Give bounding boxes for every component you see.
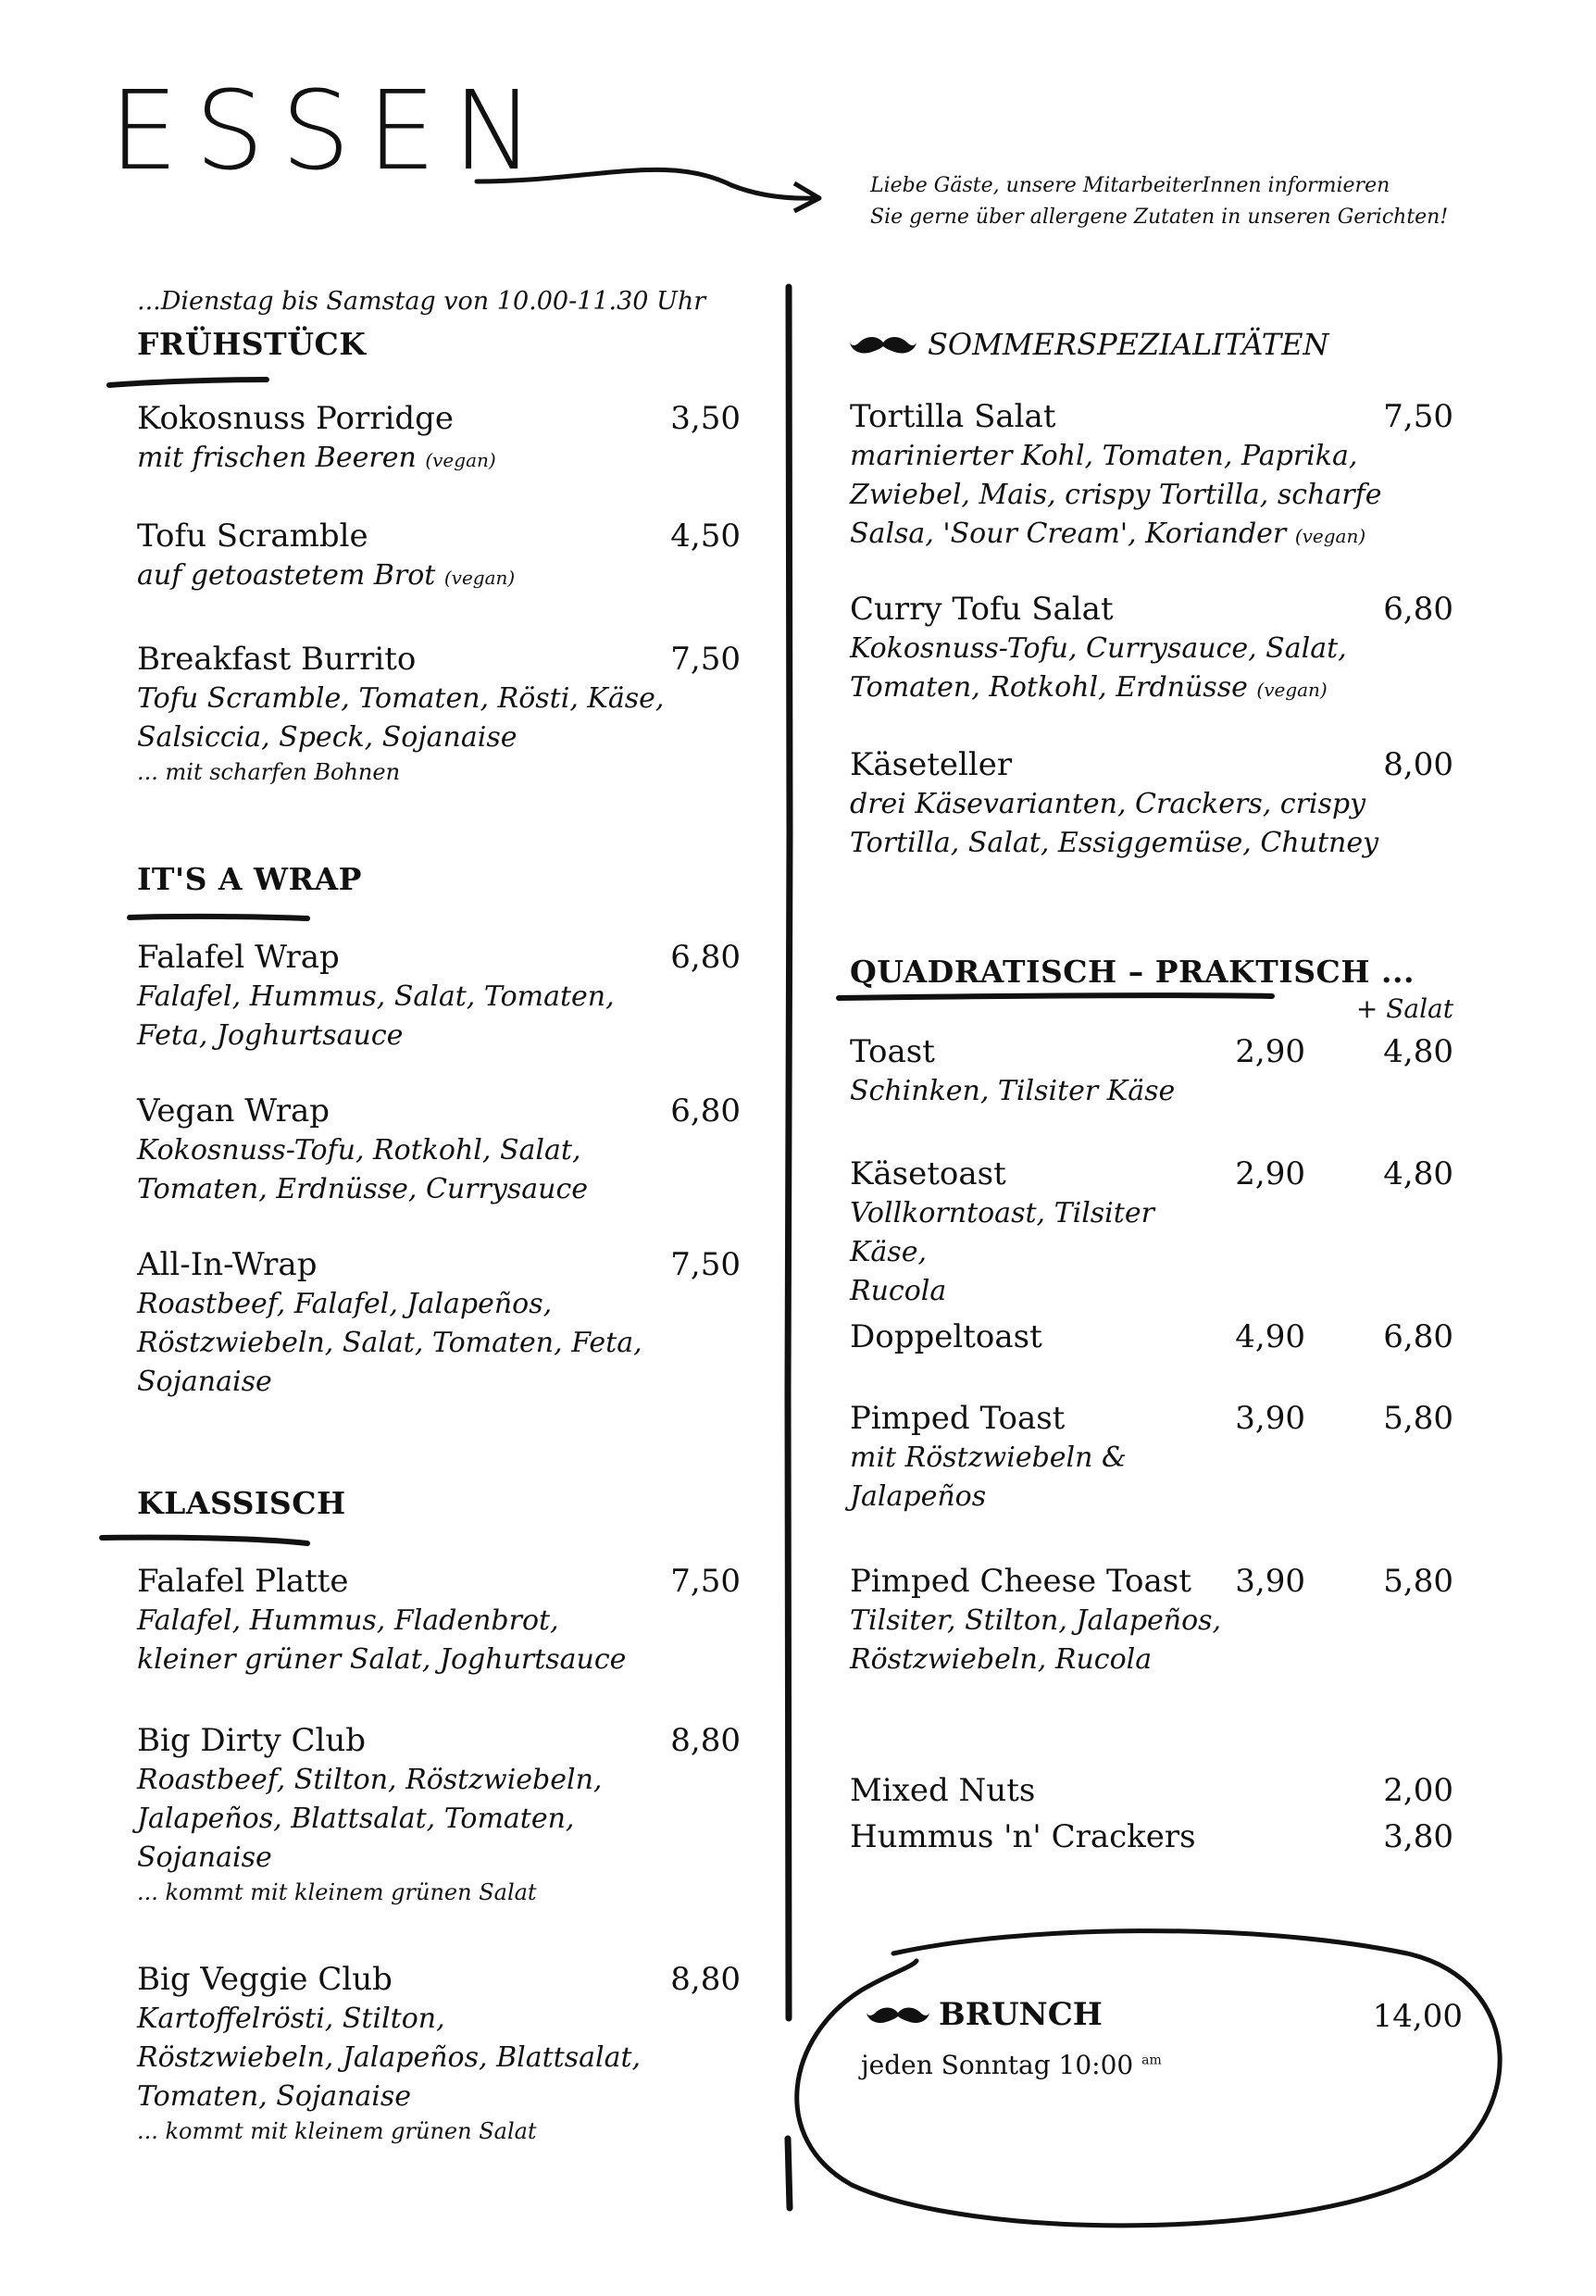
item-price: 8,80 bbox=[670, 1722, 741, 1759]
menu-item: Curry Tofu Salat Kokosnuss-Tofu, Currysauce, Salat, Tomaten, Rotkohl, Erdnüsse (vegan) bbox=[850, 591, 1347, 704]
menu-item: Falafel Wrap Falafel, Hummus, Salat, Tomaten, Feta, Joghurtsauce bbox=[137, 939, 615, 1052]
brunch-price: 14,00 bbox=[1372, 1998, 1463, 2035]
item-price: 8,80 bbox=[670, 1961, 741, 1998]
menu-item: Kokosnuss Porridge mit frischen Beeren (vegan) bbox=[137, 400, 496, 474]
menu-item: Tortilla Salat marinierter Kohl, Tomaten, Paprika, Zwiebel, Mais, crispy Tortilla, scharfe Salsa, 'Sour Cream', Koriander (vegan) bbox=[850, 398, 1382, 550]
item-price: 8,00 bbox=[1383, 746, 1453, 783]
menu-item: Vegan Wrap Kokosnuss-Tofu, Rotkohl, Salat, Tomaten, Erdnüsse, Currysauce bbox=[137, 1092, 589, 1205]
menu-item: Käseteller drei Käsevarianten, Crackers, crispy Tortilla, Salat, Essiggemüse, Chutney bbox=[850, 746, 1379, 859]
item-price: 2,90 bbox=[1235, 1155, 1305, 1192]
column-divider bbox=[788, 287, 790, 2018]
menu-item: Doppeltoast bbox=[850, 1318, 1042, 1355]
item-price: 7,50 bbox=[1383, 398, 1453, 435]
item-price: 6,80 bbox=[670, 1092, 741, 1129]
snack-price: 2,00 bbox=[1383, 1772, 1453, 1809]
menu-item: Pimped Toast mit Röstzwiebeln & Jalapeños bbox=[850, 1400, 1127, 1513]
section-heading-fruehstueck: FRÜHSTÜCK bbox=[137, 326, 367, 362]
underline-wrap bbox=[130, 917, 307, 918]
brunch-heading-row bbox=[867, 1996, 1103, 2033]
section-heading-wrap: IT'S A WRAP bbox=[137, 861, 362, 897]
item-price: 2,90 bbox=[1235, 1033, 1305, 1070]
item-price: 3,90 bbox=[1235, 1563, 1305, 1600]
item-price: 4,90 bbox=[1235, 1318, 1305, 1355]
brunch-schedule: jeden Sonntag 10:00 $^{am}$ bbox=[861, 2050, 1162, 2080]
item-price-salat: 4,80 bbox=[1383, 1155, 1453, 1192]
mustache-icon bbox=[850, 333, 916, 356]
item-price: 6,80 bbox=[1383, 591, 1453, 628]
menu-item: Big Dirty Club Roastbeef, Stilton, Röstzwiebeln, Jalapeños, Blattsalat, Tomaten, Sojanaise ... kommt mit kleinem grünen Salat bbox=[137, 1722, 603, 1905]
snack-price: 3,80 bbox=[1383, 1818, 1453, 1855]
brunch-title: BRUNCH bbox=[939, 1996, 1103, 2033]
item-price: 4,50 bbox=[670, 518, 741, 555]
mustache-icon bbox=[867, 2003, 929, 2026]
item-price: 3,90 bbox=[1235, 1400, 1305, 1437]
item-price: 3,50 bbox=[670, 400, 741, 437]
snack-name: Mixed Nuts bbox=[850, 1772, 1036, 1809]
item-price: 6,80 bbox=[670, 939, 741, 976]
salat-column-label: + Salat bbox=[1355, 993, 1453, 1024]
menu-item: Tofu Scramble auf getoastetem Brot (vegan) bbox=[137, 518, 516, 592]
column-divider-tail bbox=[788, 2139, 790, 2208]
item-price-salat: 4,80 bbox=[1383, 1033, 1453, 1070]
snack-name: Hummus 'n' Crackers bbox=[850, 1818, 1196, 1855]
underline-fruehstueck bbox=[109, 380, 267, 385]
page-title: ESSEN bbox=[109, 67, 552, 194]
breakfast-hours: ...Dienstag bis Samstag von 10.00-11.30 Uhr bbox=[137, 287, 706, 316]
menu-item: Pimped Cheese Toast Tilsiter, Stilton, Jalapeños, Röstzwiebeln, Rucola bbox=[850, 1563, 1222, 1676]
item-price: 7,50 bbox=[670, 1563, 741, 1600]
section-heading-sommer: SOMMERSPEZIALITÄTEN bbox=[928, 327, 1329, 362]
section-heading-sommer-row bbox=[850, 327, 1328, 362]
menu-item: Big Veggie Club Kartoffelrösti, Stilton, Röstzwiebeln, Jalapeños, Blattsalat, Tomaten, Sojanaise ... kommt mit kleinem grünen Salat bbox=[137, 1961, 642, 2144]
menu-item: Breakfast Burrito Tofu Scramble, Tomaten, Rösti, Käse, Salsiccia, Speck, Sojanaise ... mit scharfen Bohnen bbox=[137, 641, 665, 785]
item-price-salat: 6,80 bbox=[1383, 1318, 1453, 1355]
item-price: 7,50 bbox=[670, 641, 741, 678]
menu-item: All-In-Wrap Roastbeef, Falafel, Jalapeños, Röstzwiebeln, Salat, Tomaten, Feta, Sojanaise bbox=[137, 1246, 642, 1398]
item-price-salat: 5,80 bbox=[1383, 1563, 1453, 1600]
item-price-salat: 5,80 bbox=[1383, 1400, 1453, 1437]
section-heading-klassisch: KLASSISCH bbox=[137, 1485, 346, 1521]
section-heading-quadratisch: QUADRATISCH – PRAKTISCH ... bbox=[850, 954, 1415, 990]
allergen-notice: Liebe Gäste, unsere MitarbeiterInnen informieren Sie gerne über allergene Zutaten in unseren Gerichten! bbox=[870, 174, 1449, 229]
menu-item: Käsetoast Vollkorntoast, Tilsiter Käse, Rucola bbox=[850, 1155, 1154, 1307]
item-price: 7,50 bbox=[670, 1246, 741, 1283]
underline-quadratisch bbox=[839, 995, 1272, 998]
menu-item: Falafel Platte Falafel, Hummus, Fladenbrot, kleiner grüner Salat, Joghurtsauce bbox=[137, 1563, 627, 1676]
underline-klassisch bbox=[102, 1538, 307, 1543]
menu-item: Toast Schinken, Tilsiter Käse bbox=[850, 1033, 1176, 1107]
